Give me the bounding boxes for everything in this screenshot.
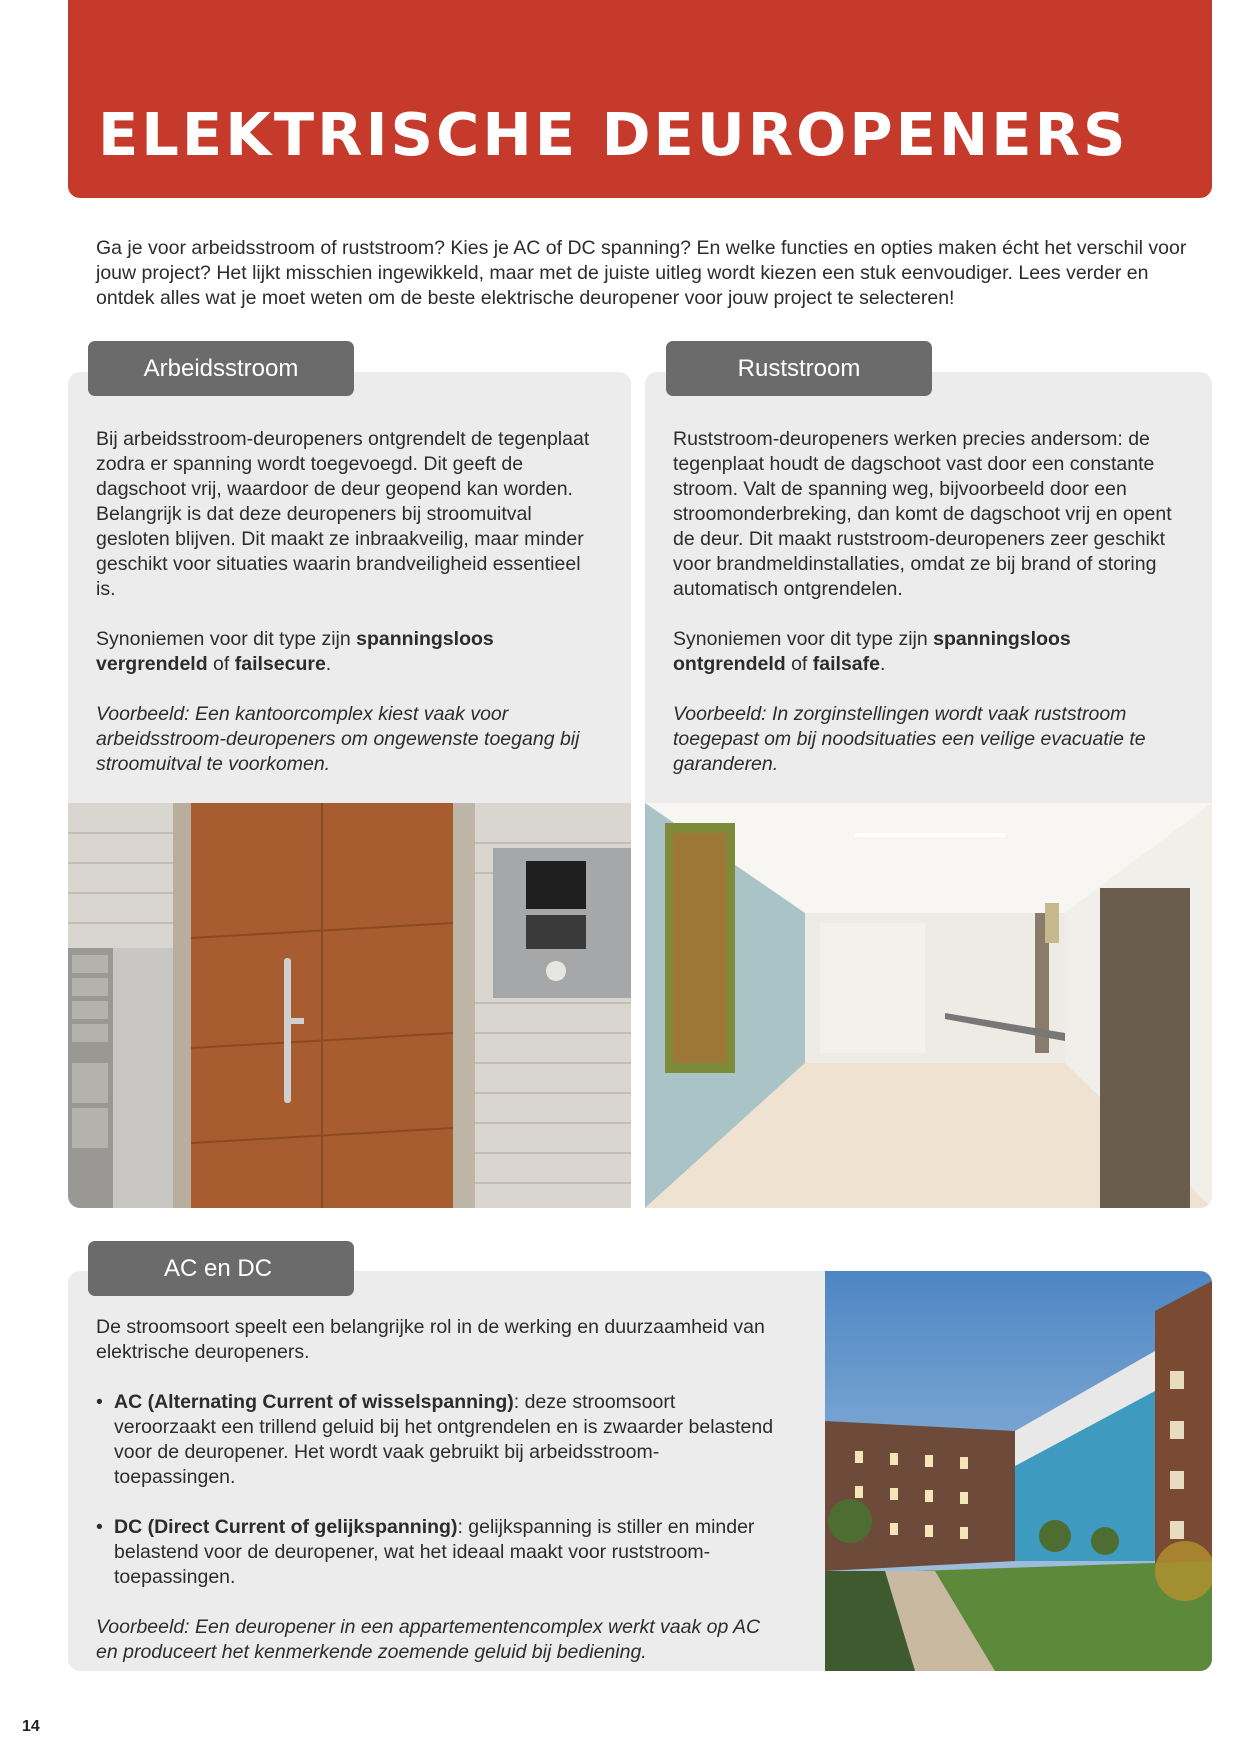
ruststroom-example [673, 702, 1178, 777]
page-number: 14 [22, 1718, 40, 1735]
list-item [96, 1515, 776, 1590]
ruststroom-text [673, 427, 1178, 777]
corridor-photo [645, 803, 1212, 1208]
tab-ruststroom: Ruststroom [666, 341, 932, 396]
acdc-bullet-list [96, 1390, 776, 1590]
synonyms-connector: of [207, 653, 235, 675]
dc-term: DC (Direct Current of gelijkspanning) [114, 1516, 458, 1538]
tab-arbeidsstroom: Arbeidsstroom [88, 341, 354, 396]
synonym-term: spanningsloos vergrendeld [96, 628, 494, 675]
acdc-text [96, 1315, 776, 1665]
page-title: ELEKTRISCHE DEUROPENERS [98, 100, 1129, 169]
example-text: Voorbeeld: Een kantoorcomplex kiest vaak voor arbeidsstroom-deuropeners om ongewenste toegang bij stroomuitval te voorkomen. [96, 703, 580, 775]
arbeidsstroom-synonyms [96, 627, 596, 677]
synonym-term: failsecure [234, 653, 326, 675]
synonym-term: failsafe [812, 653, 880, 675]
synonym-term: spanningsloos ontgrendeld [673, 628, 1071, 675]
acdc-intro: De stroomsoort speelt een belangrijke rol in de werking en duurzaamheid van elektrische deuropeners. [96, 1316, 765, 1363]
header-banner [68, 0, 1212, 198]
dc-description: : gelijkspanning is stiller en minder belastend voor de deuropener, wat het ideaal maakt voor ruststroom-toepassingen. [114, 1516, 755, 1588]
synonyms-connector: of [785, 653, 813, 675]
synonyms-prefix: Synoniemen voor dit type zijn [96, 628, 357, 650]
intro-paragraph: Ga je voor arbeidsstroom of ruststroom? Kies je AC of DC spanning? En welke functies en opties maken écht het verschil voor jouw project? Het lijkt misschien ingewikkeld, maar met de juiste uitleg wordt kiezen een stuk eenvoudiger. Lees verder en ontdek alles wat je moet weten om de beste elektrische deuropener voor jouw project te selecteren! [96, 237, 1187, 309]
synonyms-prefix: Synoniemen voor dit type zijn [673, 628, 934, 650]
synonyms-suffix: . [879, 653, 886, 675]
synonyms-suffix: . [325, 653, 332, 675]
acdc-example [96, 1615, 776, 1665]
list-item [96, 1390, 776, 1490]
ruststroom-body: Ruststroom-deuropeners werken precies andersom: de tegenplaat houdt de dagschoot vast door een constante stroom. Valt de spanning weg, bijvoorbeeld door een stroomonderbreking, dan komt de dagschoot vrij en opent de deur. Dit maakt ruststroom-deuropeners zeer geschikt voor brandmeldinstallaties, omdat ze bij brand of storing automatisch ontgrendelen. [673, 428, 1172, 600]
example-text: Voorbeeld: In zorginstellingen wordt vaak ruststroom toegepast om bij noodsituaties een veilige evacuatie te garanderen. [673, 703, 1146, 775]
apartment-photo [825, 1271, 1212, 1671]
ac-description: : deze stroomsoort veroorzaakt een trillend geluid bij het ontgrendelen en is zwaarder belastend voor de deuropener. Het wordt vaak gebruikt bij arbeidsstroom-toepassingen. [114, 1391, 774, 1488]
door-entrance-photo [68, 803, 631, 1208]
arbeidsstroom-text [96, 427, 596, 777]
arbeidsstroom-example [96, 702, 596, 777]
arbeidsstroom-body: Bij arbeidsstroom-deuropeners ontgrendelt de tegenplaat zodra er spanning wordt toegevoegd. Dit geeft de dagschoot vrij, waardoor de deur geopend kan worden. Belangrijk is dat deze deuropeners bij stroomuitval gesloten blijven. Dit maakt ze inbraakveilig, maar minder geschikt voor situaties waarin brandveiligheid essentieel is. [96, 428, 590, 600]
tab-ac-dc: AC en DC [88, 1241, 354, 1296]
ruststroom-synonyms [673, 627, 1178, 677]
ac-term: AC (Alternating Current of wisselspanning) [114, 1391, 514, 1413]
example-text: Voorbeeld: Een deuropener in een appartementencomplex werkt vaak op AC en produceert het kenmerkende zoemende geluid bij bediening. [96, 1616, 761, 1663]
